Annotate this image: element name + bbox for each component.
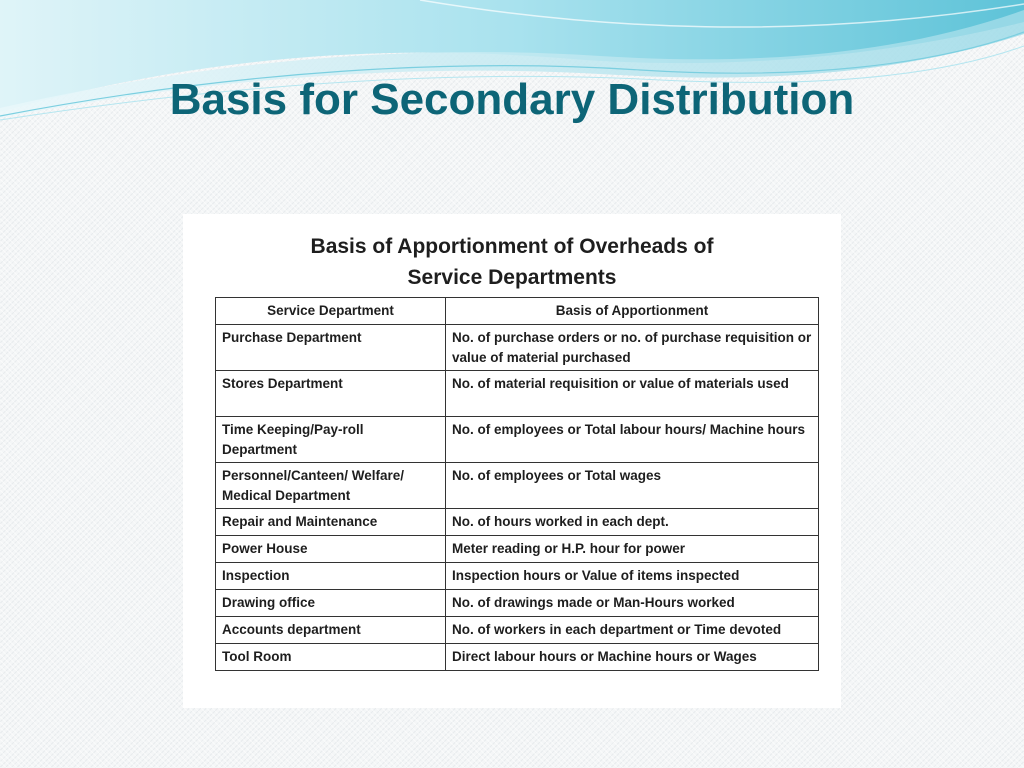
basis-cell: No. of hours worked in each dept. (446, 509, 819, 536)
department-cell: Personnel/Canteen/ Welfare/ Medical Department (216, 463, 446, 509)
basis-cell: Direct labour hours or Machine hours or Wages (446, 644, 819, 671)
table-heading-line-1: Basis of Apportionment of Overheads of (310, 235, 714, 258)
department-cell: Repair and Maintenance (216, 509, 446, 536)
basis-cell: No. of drawings made or Man-Hours worked (446, 590, 819, 617)
department-cell: Drawing office (216, 590, 446, 617)
department-cell: Accounts department (216, 617, 446, 644)
table-row (216, 563, 819, 590)
table-row (216, 463, 819, 509)
basis-cell: No. of employees or Total wages (446, 463, 819, 509)
table-figure (183, 214, 841, 708)
basis-cell: No. of employees or Total labour hours/ Machine hours (446, 417, 819, 463)
table-row (216, 617, 819, 644)
table-row (216, 325, 819, 371)
table-row (216, 536, 819, 563)
table-heading-line-2: Service Departments (407, 266, 617, 289)
department-cell: Time Keeping/Pay-roll Department (216, 417, 446, 463)
department-cell: Tool Room (216, 644, 446, 671)
department-cell: Stores Department (216, 371, 446, 417)
table-row (216, 644, 819, 671)
slide-title: Basis for Secondary Distribution (169, 75, 855, 124)
header-basis-of-apportionment: Basis of Apportionment (446, 298, 819, 325)
header-service-department: Service Department (216, 298, 446, 325)
basis-cell: Inspection hours or Value of items inspected (446, 563, 819, 590)
table-header-row (216, 298, 819, 325)
table-row (216, 509, 819, 536)
department-cell: Power House (216, 536, 446, 563)
department-cell: Purchase Department (216, 325, 446, 371)
table-row (216, 590, 819, 617)
department-cell: Inspection (216, 563, 446, 590)
basis-cell: No. of purchase orders or no. of purchase requisition or value of material purchased (446, 325, 819, 371)
table-row (216, 371, 819, 417)
basis-cell: No. of material requisition or value of materials used (446, 371, 819, 417)
basis-cell: No. of workers in each department or Time devoted (446, 617, 819, 644)
apportionment-table (215, 297, 819, 671)
table-heading (183, 231, 841, 293)
table-row (216, 417, 819, 463)
basis-cell: Meter reading or H.P. hour for power (446, 536, 819, 563)
